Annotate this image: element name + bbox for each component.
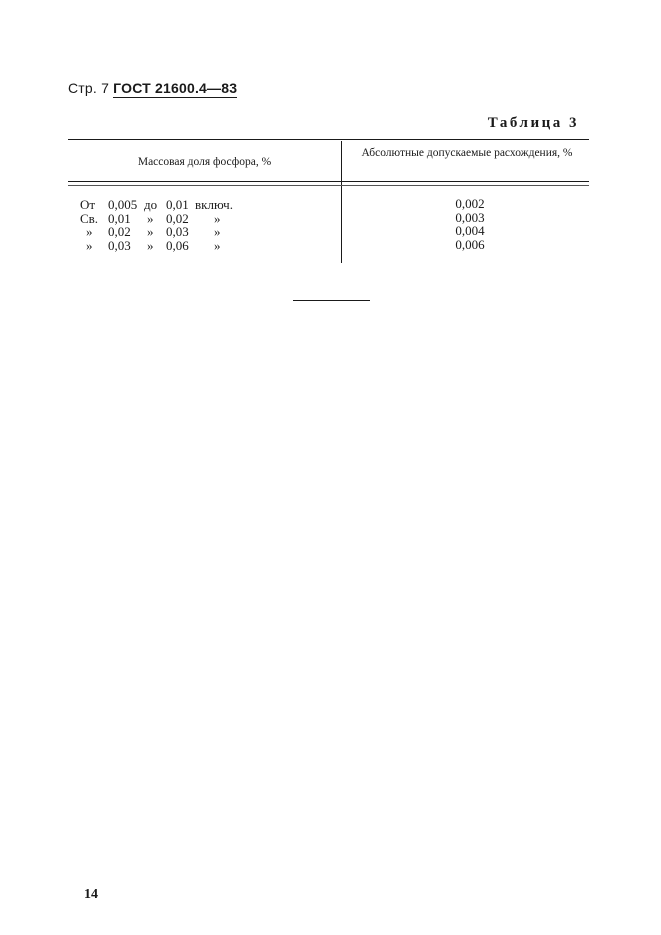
range-prefix: Св. xyxy=(80,210,99,226)
range-from: 0,02 xyxy=(108,224,131,239)
range-to-word: » xyxy=(147,210,154,226)
standard-number: ГОСТ 21600.4—83 xyxy=(113,80,238,96)
range-suffix: включ. xyxy=(195,197,233,212)
table-top-rule xyxy=(68,139,589,140)
range-from: 0,005 xyxy=(108,197,138,212)
tolerance-values xyxy=(420,197,520,251)
tolerance-cell: 0,003 xyxy=(455,209,485,225)
page-label: Стр. 7 xyxy=(68,80,110,96)
range-prefix: » xyxy=(86,224,93,239)
range-suffix: » xyxy=(214,224,221,239)
range-suffix: » xyxy=(214,210,221,226)
section-end-rule xyxy=(293,300,370,301)
page-number: 14 xyxy=(84,887,98,902)
table-header-rule xyxy=(68,181,589,186)
tolerance-cell: 0,004 xyxy=(455,223,485,238)
range-upto: 0,06 xyxy=(166,237,189,253)
range-to-word: до xyxy=(144,197,158,212)
range-to-word: » xyxy=(147,224,154,239)
range-prefix: » xyxy=(86,237,93,253)
range-prefix: От xyxy=(80,197,96,212)
range-to-word: » xyxy=(147,237,154,253)
table-caption: Таблица 3 xyxy=(487,115,579,131)
range-upto: 0,01 xyxy=(166,197,189,212)
range-suffix: » xyxy=(214,237,221,253)
running-header xyxy=(68,80,237,96)
tolerance-cell: 0,006 xyxy=(455,236,485,252)
tolerance-cell: 0,002 xyxy=(455,196,485,211)
column-header-phosphorus: Массовая доля фосфора, % xyxy=(137,156,272,168)
column-divider xyxy=(341,141,342,263)
range-from: 0,03 xyxy=(108,237,131,253)
range-upto: 0,03 xyxy=(166,224,189,239)
column-header-tolerance: Абсолютные допускаемые расхождения, % xyxy=(361,147,573,159)
range-from: 0,01 xyxy=(108,210,131,226)
range-upto: 0,02 xyxy=(166,210,189,226)
